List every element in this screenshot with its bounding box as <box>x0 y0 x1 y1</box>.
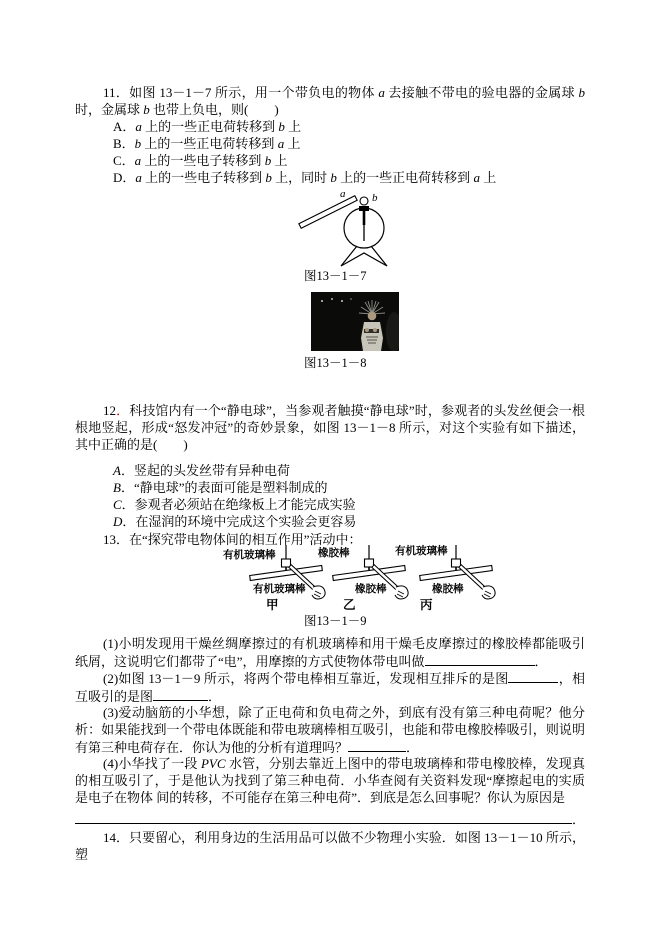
option-d: D．在湿润的环境中完成这个实验会更容易 <box>113 514 357 529</box>
question-13-part-4-answer-line: ． <box>75 810 585 828</box>
option-a: A．a 上的一些正电荷转移到 b 上 <box>113 119 302 134</box>
option-b: B．b 上的一些正电荷转移到 a 上 <box>113 136 301 151</box>
electroscope-stand <box>341 246 387 266</box>
held-rod-label: 有机玻璃棒 <box>253 584 306 595</box>
answer-blank <box>508 669 558 683</box>
question-13-stem: 13．在“探究带电物体间的相互作用”活动中： <box>103 532 362 547</box>
electroscope-figure <box>296 189 406 268</box>
visitor-head <box>368 312 377 321</box>
question-14-stem: 14．只要留心，利用身边的生活用品可以做不少物理小实验．如图 13－1－10 所示，塑 <box>75 830 585 862</box>
answer-blank <box>348 738 406 752</box>
question-13-part-1: (1)小明发现用干燥丝绸摩擦过的有机玻璃棒和用干燥毛皮摩擦过的橡胶棒都能吸引纸屑，这说明它们都带了“电”，用摩擦的方式使物体带电叫做 ． <box>75 636 585 669</box>
background-silhouette <box>386 312 399 351</box>
figure-caption-13-1-7: 图13－1－7 <box>304 269 367 283</box>
option-b: B．“静电球”的表面可能是塑料制成的 <box>113 480 328 495</box>
setup-name: 乙 <box>343 598 356 612</box>
option-d: D．a 上的一些电子转移到 b 上，同时 b 上的一些正电荷转移到 a 上 <box>113 170 497 185</box>
clamp <box>365 559 374 567</box>
setup-name: 甲 <box>266 598 279 612</box>
hanging-rod-label: 橡胶棒 <box>318 548 350 559</box>
light-dot <box>350 298 352 300</box>
option-a: A．竖起的头发丝带有异种电荷 <box>113 463 290 478</box>
question-13-part-3: (3)爱动脑筋的小华想，除了正电荷和负电荷之外，到底有没有第三种电荷呢？他分析：如果能找到一个带电体既能和带电玻璃棒相互吸引，也能和带电橡胶棒吸引，则说明有第三种电荷存在．你认为他的分析有道理吗？ ． <box>75 705 585 755</box>
question-11-options <box>75 118 585 186</box>
figure-caption-13-1-8: 图13－1－8 <box>304 356 367 370</box>
light-dot <box>341 300 343 302</box>
rod-label-a: a <box>340 189 346 200</box>
clamp <box>452 559 461 567</box>
hanging-rod-label: 有机玻璃棒 <box>223 550 276 561</box>
held-rod-label: 橡胶棒 <box>355 584 387 595</box>
option-c: C．参观者必须站在绝缘板上才能完成实验 <box>113 497 356 512</box>
answer-blank <box>75 810 572 824</box>
question-11-stem: 11．如图 13－1－7 所示，用一个带负电的物体 a 去接触不带电的验电器的金属球 b 时，金属球 b 也带上负电，则( ) <box>75 85 585 117</box>
photo-overlay <box>311 292 399 351</box>
light-dot <box>331 298 333 300</box>
static-ball-photo <box>311 292 399 351</box>
option-c: C．a 上的一些电子转移到 b 上 <box>113 153 288 168</box>
visitor-hand <box>365 328 369 332</box>
answer-blank <box>153 687 208 701</box>
held-rod-label: 橡胶棒 <box>432 584 464 595</box>
ball-label-b: b <box>372 192 378 204</box>
question-13-part-4: (4)小华找了一段 PVC 水管，分别去靠近上图中的带电玻璃棒和带电橡胶棒，发现真的相互吸引了，于是他认为找到了第三种电荷．小华查阅有关资料发现“摩擦起电的实质是电子在物体 间的转移，不可能存在第三种电荷”．到底是怎么回事呢？你认为原因是 <box>75 756 585 805</box>
figure-caption-13-1-9: 图13－1－9 <box>304 614 367 628</box>
question-12-stem: 12．科技馆内有一个“静电球”，当参观者触摸“静电球”时，参观者的头发丝便会一根根地竖起，形成“怒发冲冠”的奇妙景象，如图 13－1－8 所示，对这个实验有如下描述，其中正确的是( ) <box>75 403 585 452</box>
setup-name: 丙 <box>420 598 433 612</box>
question-13-part-2: (2)如图 13－1－9 所示，将两个带电棒相互靠近，发现相互排斥的是图 ，相互吸引的是图 ． <box>75 671 585 704</box>
light-dot <box>321 300 323 302</box>
visitor-hand <box>373 328 377 332</box>
charged-rod-a-icon <box>299 196 357 229</box>
question-12-options <box>75 462 585 530</box>
clamp <box>282 559 291 567</box>
metal-ball-b-icon <box>360 197 368 205</box>
hanging-rod-label: 有机玻璃棒 <box>395 546 448 557</box>
setup-bing <box>378 544 496 612</box>
answer-blank <box>425 652 535 666</box>
